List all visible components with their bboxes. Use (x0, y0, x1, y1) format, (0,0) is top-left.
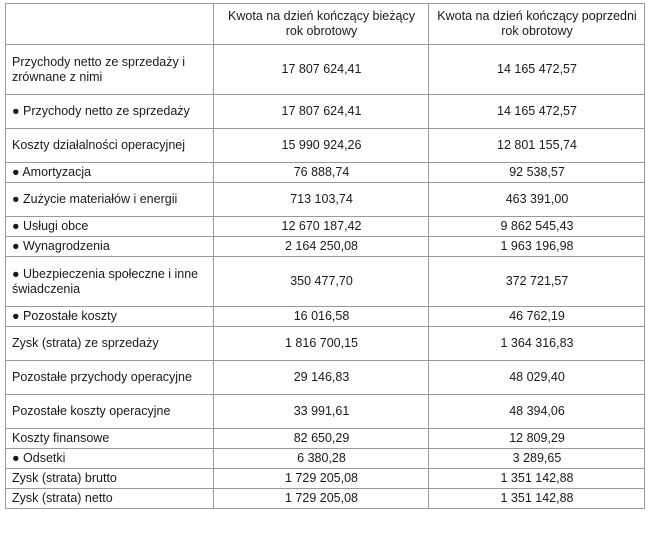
row-current-value: 350 477,70 (214, 257, 429, 307)
row-label: ● Ubezpieczenia społeczne i inne świadczenia (6, 257, 214, 307)
table-row (6, 95, 645, 129)
row-label: Przychody netto ze sprzedaży i zrównane z nimi (6, 45, 214, 95)
row-current-value: 12 670 187,42 (214, 217, 429, 237)
row-current-value: 15 990 924,26 (214, 129, 429, 163)
table-row (6, 489, 645, 509)
table-row (6, 129, 645, 163)
row-label: Pozostałe koszty operacyjne (6, 395, 214, 429)
table-row (6, 163, 645, 183)
row-current-value: 16 016,58 (214, 307, 429, 327)
row-label: ● Usługi obce (6, 217, 214, 237)
row-current-value: 17 807 624,41 (214, 95, 429, 129)
table-row (6, 469, 645, 489)
row-label: Zysk (strata) brutto (6, 469, 214, 489)
row-previous-value: 46 762,19 (429, 307, 645, 327)
row-current-value: 713 103,74 (214, 183, 429, 217)
row-current-value: 33 991,61 (214, 395, 429, 429)
row-current-value: 1 729 205,08 (214, 469, 429, 489)
financial-statement-table (5, 3, 645, 509)
row-label: ● Zużycie materiałów i energii (6, 183, 214, 217)
row-previous-value: 9 862 545,43 (429, 217, 645, 237)
row-current-value: 17 807 624,41 (214, 45, 429, 95)
row-previous-value: 92 538,57 (429, 163, 645, 183)
row-label: ● Przychody netto ze sprzedaży (6, 95, 214, 129)
row-current-value: 2 164 250,08 (214, 237, 429, 257)
row-previous-value: 1 963 196,98 (429, 237, 645, 257)
row-label: Koszty finansowe (6, 429, 214, 449)
row-previous-value: 463 391,00 (429, 183, 645, 217)
table-row (6, 45, 645, 95)
table-row (6, 217, 645, 237)
row-label: ● Wynagrodzenia (6, 237, 214, 257)
header-previous-year: Kwota na dzień kończący poprzedni rok obrotowy (429, 4, 645, 45)
row-current-value: 1 729 205,08 (214, 489, 429, 509)
row-label: Pozostałe przychody operacyjne (6, 361, 214, 395)
row-label: Koszty działalności operacyjnej (6, 129, 214, 163)
row-previous-value: 372 721,57 (429, 257, 645, 307)
row-previous-value: 1 351 142,88 (429, 469, 645, 489)
row-previous-value: 48 394,06 (429, 395, 645, 429)
row-previous-value: 1 351 142,88 (429, 489, 645, 509)
table-row (6, 307, 645, 327)
row-previous-value: 12 801 155,74 (429, 129, 645, 163)
row-previous-value: 48 029,40 (429, 361, 645, 395)
row-previous-value: 1 364 316,83 (429, 327, 645, 361)
table-row (6, 395, 645, 429)
table-row (6, 327, 645, 361)
row-current-value: 82 650,29 (214, 429, 429, 449)
header-row (6, 4, 645, 45)
row-current-value: 76 888,74 (214, 163, 429, 183)
table-row (6, 361, 645, 395)
header-blank-cell (6, 4, 214, 45)
table-row (6, 429, 645, 449)
table-row (6, 449, 645, 469)
row-label: ● Pozostałe koszty (6, 307, 214, 327)
table-row (6, 237, 645, 257)
row-current-value: 6 380,28 (214, 449, 429, 469)
row-label: ● Amortyzacja (6, 163, 214, 183)
row-previous-value: 3 289,65 (429, 449, 645, 469)
row-previous-value: 14 165 472,57 (429, 45, 645, 95)
row-current-value: 1 816 700,15 (214, 327, 429, 361)
row-label: ● Odsetki (6, 449, 214, 469)
row-current-value: 29 146,83 (214, 361, 429, 395)
table-row (6, 257, 645, 307)
row-previous-value: 14 165 472,57 (429, 95, 645, 129)
table-row (6, 183, 645, 217)
row-label: Zysk (strata) netto (6, 489, 214, 509)
header-current-year: Kwota na dzień kończący bieżący rok obrotowy (214, 4, 429, 45)
row-label: Zysk (strata) ze sprzedaży (6, 327, 214, 361)
row-previous-value: 12 809,29 (429, 429, 645, 449)
